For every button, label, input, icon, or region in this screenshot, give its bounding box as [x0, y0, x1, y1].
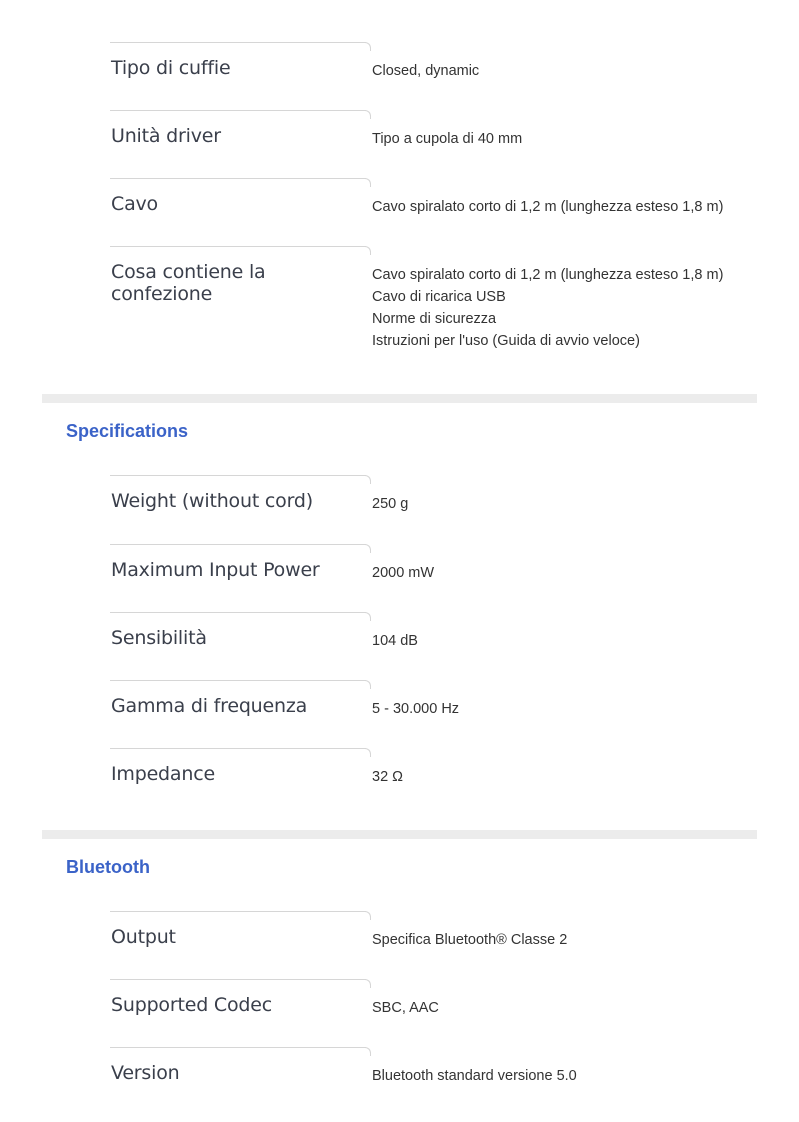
spec-value-line: Tipo a cupola di 40 mm: [372, 131, 523, 147]
spec-value: [372, 698, 459, 720]
spec-value-line: 5 - 30.000 Hz: [372, 701, 460, 717]
row-divider-curl: [364, 979, 371, 988]
spec-label: Weight (without cord): [111, 490, 313, 512]
spec-value: [372, 630, 418, 652]
spec-value-line: Norme di sicurezza: [372, 311, 497, 327]
row-divider-curl: [364, 110, 371, 119]
spec-label: Sensibilità: [111, 627, 207, 649]
spec-label: Tipo di cuffie: [111, 57, 231, 79]
row-divider: [110, 110, 366, 111]
row-divider: [110, 680, 366, 681]
spec-value: [372, 766, 403, 788]
spec-label: Cavo: [111, 193, 158, 215]
row-divider: [110, 178, 366, 179]
spec-value-line: Istruzioni per l'uso (Guida di avvio veloce): [372, 333, 640, 349]
spec-label: Gamma di frequenza: [111, 695, 308, 717]
row-divider: [110, 979, 366, 980]
spec-label: Impedance: [111, 763, 215, 785]
spec-value: [372, 562, 434, 584]
spec-value: [372, 929, 567, 951]
row-divider-curl: [364, 475, 371, 484]
row-divider: [110, 612, 366, 613]
spec-label: Version: [111, 1062, 180, 1084]
spec-value-line: Closed, dynamic: [372, 63, 480, 79]
row-divider-curl: [364, 178, 371, 187]
row-divider-curl: [364, 911, 371, 920]
row-divider-curl: [364, 680, 371, 689]
row-divider: [110, 748, 366, 749]
spec-value: [372, 997, 439, 1019]
spec-value-line: 250 g: [372, 496, 409, 512]
row-divider-curl: [364, 612, 371, 621]
row-divider: [110, 544, 366, 545]
spec-value: [372, 264, 723, 352]
spec-value: [372, 60, 479, 82]
spec-value: [372, 493, 408, 515]
row-divider-curl: [364, 748, 371, 757]
row-divider-curl: [364, 246, 371, 255]
spec-label: Output: [111, 926, 176, 948]
row-divider: [110, 911, 366, 912]
spec-value-line: 2000 mW: [372, 565, 435, 581]
spec-value-line: Cavo spiralato corto di 1,2 m (lunghezza esteso 1,8 m): [372, 199, 724, 215]
spec-label: Unità driver: [111, 125, 221, 147]
spec-label: Supported Codec: [111, 994, 272, 1016]
spec-value-line: 104 dB: [372, 633, 418, 649]
spec-value-line: 32 Ω: [372, 769, 403, 785]
spec-label: Maximum Input Power: [111, 559, 320, 581]
row-divider: [110, 1047, 366, 1048]
row-divider: [110, 475, 366, 476]
row-divider-curl: [364, 1047, 371, 1056]
section-title-bluetooth: Bluetooth: [66, 857, 150, 877]
spec-value-line: Bluetooth standard versione 5.0: [372, 1068, 577, 1084]
section-divider: [42, 394, 757, 403]
row-divider-curl: [364, 544, 371, 553]
spec-value-line: Specifica Bluetooth® Classe 2: [372, 932, 568, 948]
spec-value: [372, 196, 723, 218]
row-divider: [110, 246, 366, 247]
spec-value: [372, 1065, 577, 1087]
spec-value-line: SBC, AAC: [372, 1000, 439, 1016]
spec-value-line: Cavo di ricarica USB: [372, 289, 506, 305]
spec-value-line: Cavo spiralato corto di 1,2 m (lunghezza esteso 1,8 m): [372, 267, 724, 283]
section-divider: [42, 830, 757, 839]
section-title-specifications: Specifications: [66, 421, 189, 441]
row-divider: [110, 42, 366, 43]
spec-value: [372, 128, 522, 150]
row-divider-curl: [364, 42, 371, 51]
spec-label: Cosa contiene la confezione: [111, 261, 266, 305]
